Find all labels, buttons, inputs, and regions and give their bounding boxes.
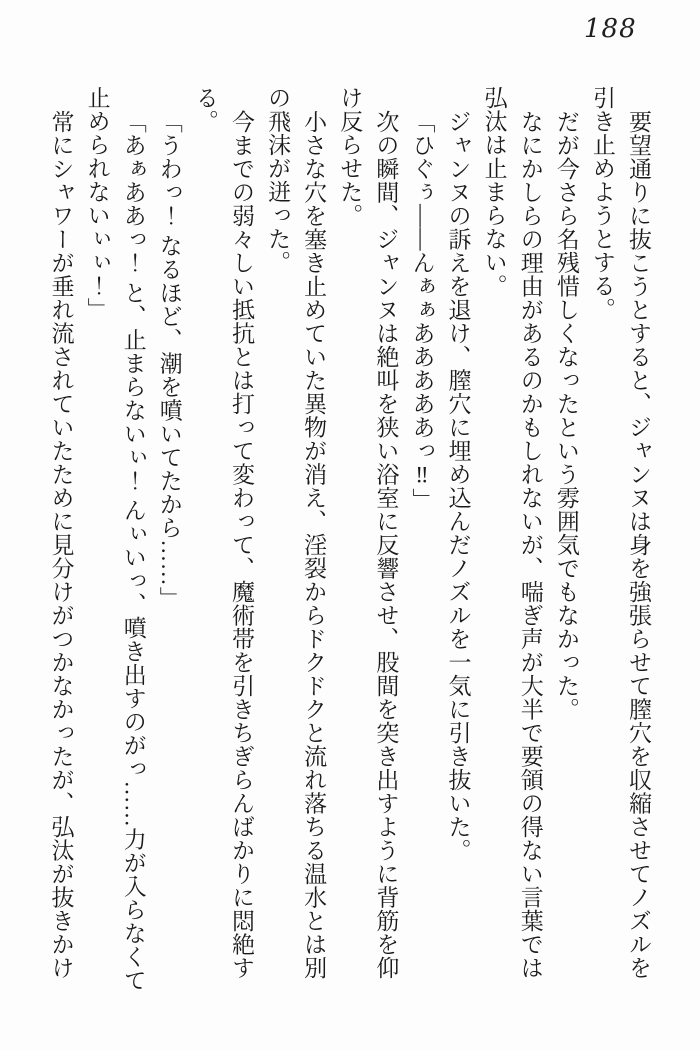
page-number: 188 [584, 14, 637, 44]
paragraph: 常にシャワーが垂れ流されていたために見分けがつかなかったが、弘汰が抜きかけ [48, 109, 74, 979]
paragraph: だが今さら名残惜しくなったという雰囲気でもなかった。 [553, 109, 579, 721]
paragraph: なにかしらの理由があるのかもしれないが、喘ぎ声が大半で要領の得ない言葉では弘汰は止まらない。 [481, 86, 543, 979]
paragraph: 今までの弱々しい抵抗とは打って変わって、魔術帯を引きちぎらんばかりに悶絶する。 [192, 86, 254, 979]
paragraph-dialogue: 「ひぐぅ――んぁぁあああああっ‼」 [409, 109, 435, 511]
paragraph-dialogue: 「あぁああっ！ と、止まらないぃ！ んぃいっ、噴き出すのがっ……力が入らなくて止められないぃぃ！」 [84, 86, 146, 992]
paragraph: 小さな穴を塞き止めていた異物が消え、淫裂からドクドクと流れ落ちる温水とは別の飛沫が迸った。 [265, 86, 327, 979]
paragraph-dialogue: 「うわっ！ なるほど、潮を噴いてたから……」 [156, 109, 182, 610]
paragraph: ジャンヌの訴えを退け、膣穴に埋め込んだノズルを一気に引き抜いた。 [445, 109, 471, 862]
novel-text [42, 86, 656, 994]
paragraph: 要望通りに抜こうとすると、ジャンヌは身を強張らせて膣穴を収縮させてノズルを引き止めようとする。 [589, 86, 651, 979]
paragraph: 次の瞬間、ジャンヌは絶叫を狭い浴室に反響させ、股間を突き出すように背筋を仰け反らせた。 [337, 86, 399, 979]
